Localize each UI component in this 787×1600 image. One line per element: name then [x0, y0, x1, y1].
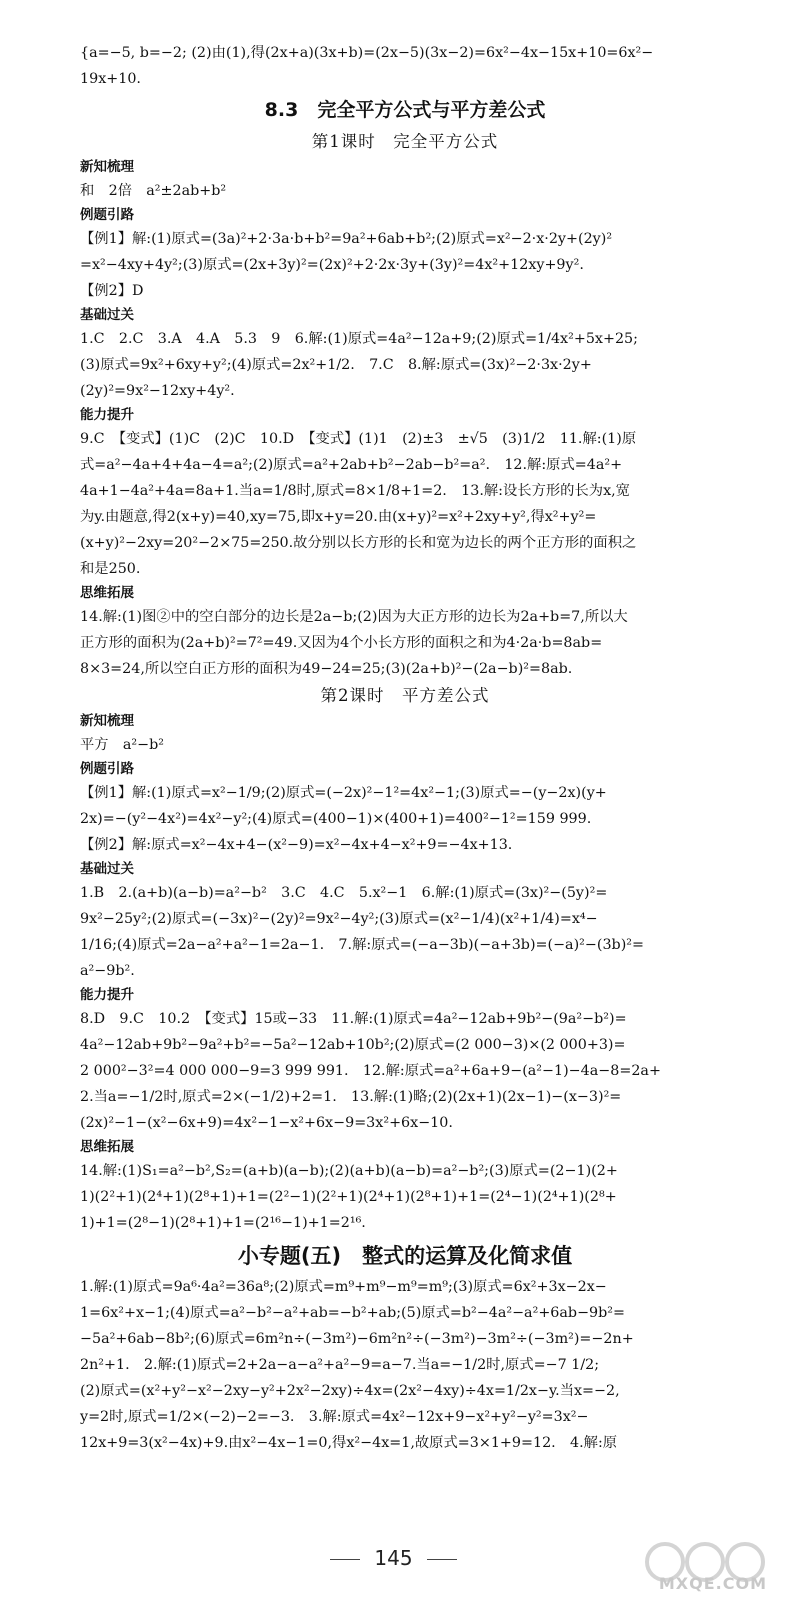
continuation-line-2: 19x+10. — [80, 71, 141, 87]
special-topic-line: 1=6x²+x−1;(4)原式=a²−b²−a²+ab=−b²+ab;(5)原式=b²−4a²−a²+6ab−9b²= — [80, 1305, 626, 1321]
watermark-text: MXQE.COM — [658, 1574, 767, 1593]
special-topic-line: 12x+9=3(x²−4x)+9.由x²−4x−1=0,得x²−4x=1,故原式=3×1+9=12. 4.解:原 — [80, 1435, 618, 1451]
lesson-1-nengli-line: (x+y)²−2xy=20²−2×75=250.故分别以长方形的长和宽为边长的两个正方形的面积之 — [80, 535, 637, 551]
lesson-2-siwei-line: 14.解:(1)S₁=a²−b²,S₂=(a+b)(a−b);(2)(a+b)(a−b)=a²−b²;(3)原式=(2−1)(2+ — [80, 1163, 618, 1179]
lesson-2-jichu-heading: 基础过关 — [80, 861, 134, 877]
lesson-2-nengli-line: (2x)²−1−(x²−6x+9)=4x²−1−x²+6x−9=3x²+6x−10. — [80, 1115, 453, 1131]
lesson-1-nengli-line: 4a+1−4a²+4a=8a+1.当a=1/8时,原式=8×1/8+1=2. 13.解:设长方形的长为x,宽 — [80, 483, 630, 499]
special-topic-title: 小专题(五) 整式的运算及化简求值 — [237, 1244, 573, 1268]
lesson-1-nengli-line: 为y.由题意,得2(x+y)=40,xy=75,即x+y=20.由(x+y)²=x²+2xy+y²,得x²+y²= — [80, 509, 597, 525]
lesson-1-nengli-heading: 能力提升 — [80, 407, 134, 423]
lesson-2-nengli-heading: 能力提升 — [80, 987, 134, 1003]
lesson-2-jichu-line: 1.B 2.(a+b)(a−b)=a²−b² 3.C 4.C 5.x²−1 6.解:(1)原式=(3x)²−(5y)²= — [80, 885, 608, 901]
lesson-1-liti-heading: 例题引路 — [80, 207, 134, 223]
lesson-2-jichu-line: 1/16;(4)原式=2a−a²+a²−1=2a−1. 7.解:原式=(−a−3b)(−a+3b)=(−a)²−(3b)²= — [80, 937, 644, 953]
lesson-1-nengli-line: 9.C 【变式】(1)C (2)C 10.D 【变式】(1)1 (2)±3 ±√5 (3)1/2 11.解:(1)原 — [80, 431, 637, 447]
special-topic-line: −5a²+6ab−8b²;(6)原式=6m²n÷(−3m²)−6m²n²÷(−3m²)−3m²÷(−3m²)=−2n+ — [80, 1331, 634, 1347]
lesson-2-liti-line: 【例1】解:(1)原式=x²−1/9;(2)原式=(−2x)²−1²=4x²−1;(3)原式=−(y−2x)(y+ — [80, 785, 607, 801]
special-topic-line: y=2时,原式=1/2×(−2)−2=−3. 3.解:原式=4x²−12x+9−x²+y²−y²=3x²− — [80, 1409, 589, 1425]
lesson-1-jichu-heading: 基础过关 — [80, 307, 134, 323]
lesson-2-jichu-line: 9x²−25y²;(2)原式=(−3x)²−(2y)²=9x²−4y²;(3)原式=(x²−1/4)(x²+1/4)=x⁴− — [80, 911, 598, 927]
lesson-2-nengli-line: 2 000²−3²=4 000 000−9=3 999 991. 12.解:原式=a²+6a+9−(a²−1)−4a−8=2a+ — [80, 1063, 661, 1079]
lesson-1-nengli-line: 和是250. — [80, 561, 141, 577]
lesson-1-title: 第1课时 完全平方公式 — [311, 132, 499, 151]
lesson-2-nengli-line: 4a²−12ab+9b²−9a²+b²=−5a²−12ab+10b²;(2)原式=(2 000−3)×(2 000+3)= — [80, 1037, 626, 1053]
lesson-2-siwei-line: 1)(2²+1)(2⁴+1)(2⁸+1)+1=(2²−1)(2²+1)(2⁴+1)(2⁸+1)+1=(2⁴−1)(2⁴+1)(2⁸+ — [80, 1189, 617, 1205]
page-number-dash-left — [330, 1559, 360, 1560]
lesson-2-nengli-line: 8.D 9.C 10.2 【变式】15或−33 11.解:(1)原式=4a²−12ab+9b²−(9a²−b²)= — [80, 1011, 627, 1027]
answer-page — [80, 40, 730, 1456]
lesson-1-xinzhi-content: 和 2倍 a²±2ab+b² — [80, 183, 227, 199]
lesson-1-jichu-line: (3)原式=9x²+6xy+y²;(4)原式=2x²+1/2. 7.C 8.解:原式=(3x)²−2·3x·2y+ — [80, 357, 592, 373]
lesson-2-liti-heading: 例题引路 — [80, 761, 134, 777]
lesson-1-nengli-line: 式=a²−4a+4+4a−4=a²;(2)原式=a²+2ab+b²−2ab−b²=a². 12.解:原式=4a²+ — [80, 457, 623, 473]
lesson-1-siwei-line: 14.解:(1)图②中的空白部分的边长是2a−b;(2)因为大正方形的边长为2a+b=7,所以大 — [80, 609, 628, 625]
lesson-1-siwei-heading: 思维拓展 — [80, 585, 134, 601]
page-number-value: 145 — [374, 1546, 413, 1570]
lesson-1-jichu-line: 1.C 2.C 3.A 4.A 5.3 9 6.解:(1)原式=4a²−12a+9;(2)原式=1/4x²+5x+25; — [80, 331, 638, 347]
lesson-2-liti-line: 【例2】解:原式=x²−4x+4−(x²−9)=x²−4x+4−x²+9=−4x+13. — [80, 837, 513, 853]
lesson-2-liti-line: 2x)=−(y²−4x²)=4x²−y²;(4)原式=(400−1)×(400+1)=400²−1²=159 999. — [80, 811, 592, 827]
lesson-1-liti-line: =x²−4xy+4y²;(3)原式=(2x+3y)²=(2x)²+2·2x·3y+(3y)²=4x²+12xy+9y². — [80, 257, 584, 273]
continuation-line-1: {a=−5, b=−2; (2)由(1),得(2x+a)(3x+b)=(2x−5)(3x−2)=6x²−4x−15x+10=6x²− — [80, 45, 654, 61]
special-topic-line: 1.解:(1)原式=9a⁶·4a²=36a⁸;(2)原式=m⁹+m⁹−m⁹=m⁹;(3)原式=6x²+3x−2x− — [80, 1279, 607, 1295]
lesson-2-siwei-line: 1)+1=(2⁸−1)(2⁸+1)+1=(2¹⁶−1)+1=2¹⁶. — [80, 1215, 366, 1231]
lesson-1-xinzhi-heading: 新知梳理 — [80, 159, 134, 175]
lesson-2-siwei-heading: 思维拓展 — [80, 1139, 134, 1155]
lesson-1-jichu-line: (2y)²=9x²−12xy+4y². — [80, 383, 235, 399]
lesson-2-xinzhi-content: 平方 a²−b² — [80, 737, 165, 753]
special-topic-line: (2)原式=(x²+y²−x²−2xy−y²+2x²−2xy)÷4x=(2x²−4xy)÷4x=1/2x−y.当x=−2, — [80, 1383, 620, 1399]
special-topic-line: 2n²+1. 2.解:(1)原式=2+2a−a−a²+a²−9=a−7.当a=−1/2时,原式=−7 1/2; — [80, 1357, 600, 1373]
lesson-2-nengli-line: 2.当a=−1/2时,原式=2×(−1/2)+2=1. 13.解:(1)略;(2)(2x+1)(2x−1)−(x−3)²= — [80, 1089, 622, 1105]
lesson-1-siwei-line: 正方形的面积为(2a+b)²=7²=49.又因为4个小长方形的面积之和为4·2a·b=8ab= — [80, 635, 603, 651]
lesson-2-jichu-line: a²−9b². — [80, 963, 135, 979]
lesson-2-xinzhi-heading: 新知梳理 — [80, 713, 134, 729]
page-number-dash-right — [427, 1559, 457, 1560]
lesson-1-liti-line: 【例2】D — [80, 283, 144, 299]
lesson-1-liti-line: 【例1】解:(1)原式=(3a)²+2·3a·b+b²=9a²+6ab+b²;(2)原式=x²−2·x·2y+(2y)² — [80, 231, 613, 247]
lesson-2-title: 第2课时 平方差公式 — [320, 686, 490, 705]
lesson-1-siwei-line: 8×3=24,所以空白正方形的面积为49−24=25;(3)(2a+b)²−(2a−b)²=8ab. — [80, 661, 573, 677]
section-title: 8.3 完全平方公式与平方差公式 — [264, 99, 546, 121]
